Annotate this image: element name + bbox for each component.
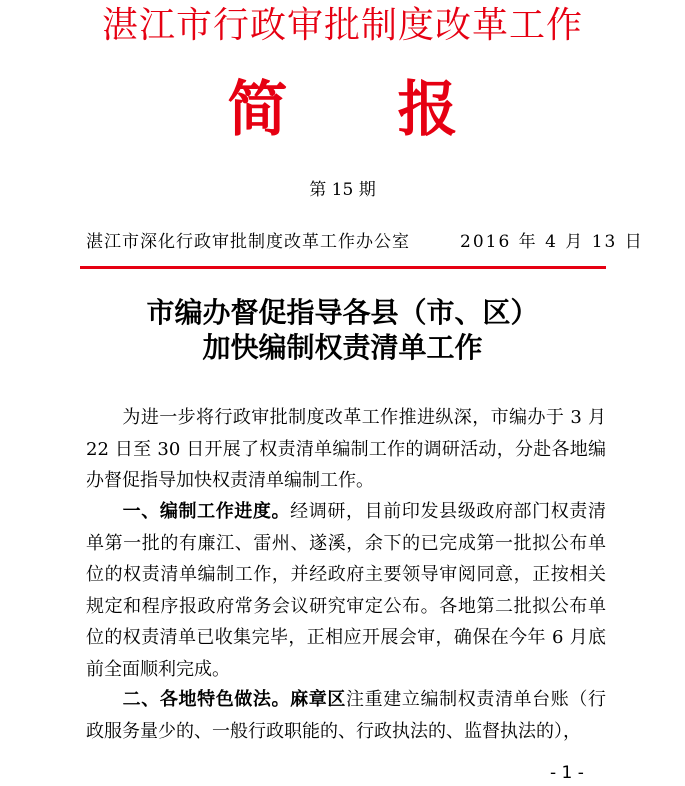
paragraph-intro-text: 为进一步将行政审批制度改革工作推进纵深，市编办于 3 月 22 日至 30 日开展了权责清单编制工作的调研活动，分赴各地编办督促指导加快权责清单编制工作。: [86, 407, 606, 491]
masthead-org-title: 湛江市行政审批制度改革工作: [101, 5, 583, 46]
paragraph-practices-text: 注重建立编制权责清单台账（行政服务量少的、一般行政职能的、行政执法的、监督执法的），: [86, 689, 607, 742]
section-heading-progress: 一、编制工作进度。: [122, 501, 291, 522]
section-heading-practices: 二、各地特色做法。: [122, 689, 291, 710]
paragraph-practices: [86, 684, 606, 747]
paragraph-progress: [86, 496, 606, 685]
headline-line-2: 加快编制权责清单工作: [202, 331, 483, 364]
issuer-name: 湛江市深化行政审批制度改革工作办公室: [86, 232, 410, 252]
page-number: - 1 -: [550, 763, 584, 783]
issue-number: 第 15 期: [309, 180, 376, 200]
issuer-line: [86, 230, 644, 254]
district-name-mazhang: 麻章区: [290, 689, 347, 710]
masthead-bulletin-title: 简报: [227, 75, 568, 145]
paragraph-progress-text: 经调研，目前印发县级政府部门权责清单第一批的有廉江、雷州、遂溪，余下的已完成第一批拟公布单位的权责清单编制工作，并经政府主要领导审阅同意，正按相关规定和程序报政府常务会议研究审定公布。各地第二批拟公布单位的权责清单已收集完毕，正相应开展会审，确保在今年 6 月底前全面顺利完成。: [86, 501, 607, 680]
issue-date: 2016 年 4 月 13 日: [460, 232, 644, 252]
headline-line-1: 市编办督促指导各县（市、区）: [146, 296, 539, 329]
red-divider-rule: [80, 266, 606, 269]
paragraph-intro: [86, 402, 606, 497]
